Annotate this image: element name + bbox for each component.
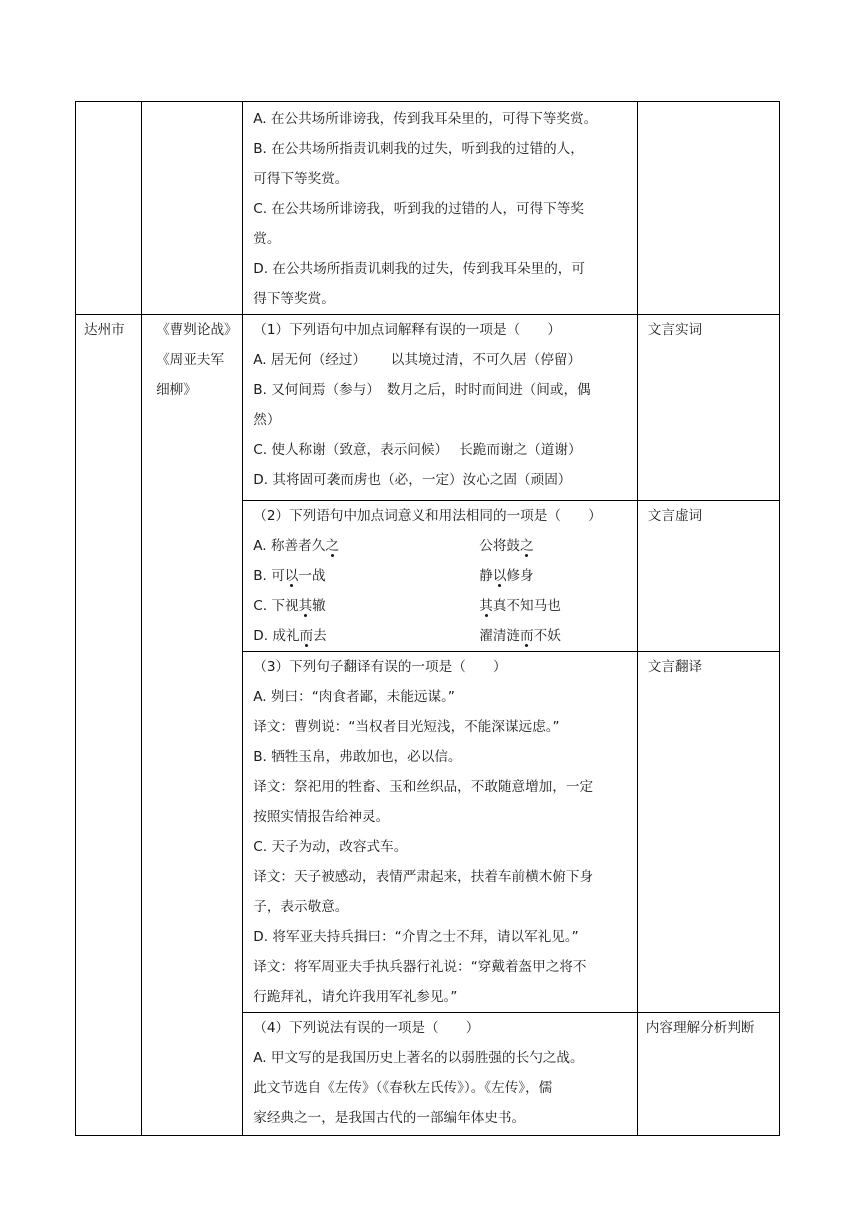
option-line: B. 牺牲玉帛，弗敢加也，必以信。	[253, 749, 462, 765]
option-line: C. 在公共场所诽谤我，听到我的过错的人，可得下等奖	[253, 201, 585, 217]
option-line: 此文节选自《左传》（《春秋左氏传》）。《左传》，儒	[253, 1080, 553, 1096]
content-table	[75, 101, 780, 1136]
translation-line: 译文：天子被感动，表情严肃起来，扶着车前横木俯下身	[253, 869, 594, 885]
option-line: 可得下等奖赏。	[253, 171, 349, 187]
question-type: 文言实词	[647, 322, 703, 338]
question-cell	[243, 315, 638, 501]
option-line: 家经典之一，是我国古代的一部编年体史书。	[253, 1110, 526, 1126]
option-line: C. 下视其辙 其真不知马也	[253, 598, 561, 614]
translation-line: 行跪拜礼，请允许我用军礼参见。”	[253, 989, 458, 1005]
question-stem: （1）下列语句中加点词解释有误的一项是（ ）	[253, 322, 561, 338]
table-row	[76, 102, 780, 315]
table-row	[76, 315, 780, 501]
option-line: 然）	[253, 412, 281, 428]
question-stem: （3）下列句子翻译有误的一项是（ ）	[253, 659, 507, 675]
option-line: D. 将军亚夫持兵揖曰：“介胄之士不拜，请以军礼见。”	[253, 929, 579, 945]
option-line: B. 可以一战 静以修身	[253, 568, 534, 584]
option-line: B. 又何间焉（参与） 数月之后，时时而间进（间或，偶	[253, 382, 591, 398]
question-type: 文言虚词	[647, 508, 703, 524]
option-line: B. 在公共场所指责讥刺我的过失，听到我的过错的人，	[253, 141, 584, 157]
option-line: D. 在公共场所指责讥刺我的过失，传到我耳朵里的，可	[253, 261, 585, 277]
text-cell	[142, 102, 243, 315]
question-stem: （4）下列说法有误的一项是（ ）	[253, 1020, 480, 1036]
question-cell	[243, 102, 638, 315]
option-line: D. 成礼而去 濯清涟而不妖	[253, 628, 561, 644]
question-cell	[243, 501, 638, 652]
city-cell	[76, 102, 142, 315]
option-line: 赏。	[253, 231, 281, 247]
option-line: A. 居无何（经过） 以其境过清，不可久居（停留）	[253, 352, 582, 368]
translation-line: 译文：祭祀用的牲畜、玉和丝织品，不敢随意增加，一定	[253, 779, 594, 795]
type-cell	[637, 652, 779, 1013]
question-type: 文言翻译	[647, 659, 703, 675]
option-line: A. 刿曰：“肉食者鄙，未能远谋。”	[253, 689, 455, 705]
option-line: A. 甲文写的是我国历史上著名的以弱胜强的长勺之战。	[253, 1050, 584, 1066]
option-line: A. 在公共场所诽谤我，传到我耳朵里的，可得下等奖赏。	[253, 111, 598, 127]
text-cell	[142, 315, 243, 1136]
type-cell	[637, 102, 779, 315]
city-label: 达州市	[84, 322, 125, 338]
question-cell	[243, 652, 638, 1013]
translation-line: 译文：将军周亚夫手执兵器行礼说：“穿戴着盔甲之将不	[253, 959, 587, 975]
question-cell	[243, 1013, 638, 1136]
type-cell	[637, 501, 779, 652]
question-stem: （2）下列语句中加点词意义和用法相同的一项是（ ）	[253, 508, 602, 524]
question-type: 内容理解分析判断	[645, 1020, 755, 1036]
type-cell	[637, 315, 779, 501]
translation-line: 子，表示敬意。	[253, 899, 349, 915]
text-title: 细柳》	[156, 382, 197, 398]
translation-line: 按照实情报告给神灵。	[253, 809, 390, 825]
option-line: A. 称善者久之 公将鼓之	[253, 538, 534, 554]
option-line: C. 天子为动，改容式车。	[253, 839, 408, 855]
option-line: 得下等奖赏。	[253, 291, 335, 307]
option-line: D. 其将固可袭而虏也（必，一定）汝心之固（顽固）	[253, 472, 572, 488]
text-title: 《曹刿论战》	[156, 322, 238, 338]
option-line: C. 使人称谢（致意，表示问候） 长跪而谢之（道谢）	[253, 442, 582, 458]
city-cell	[76, 315, 142, 1136]
translation-line: 译文：曹刿说：“当权者目光短浅，不能深谋远虑。”	[253, 719, 560, 735]
text-title: 《周亚夫军	[156, 352, 225, 368]
type-cell	[637, 1013, 779, 1136]
